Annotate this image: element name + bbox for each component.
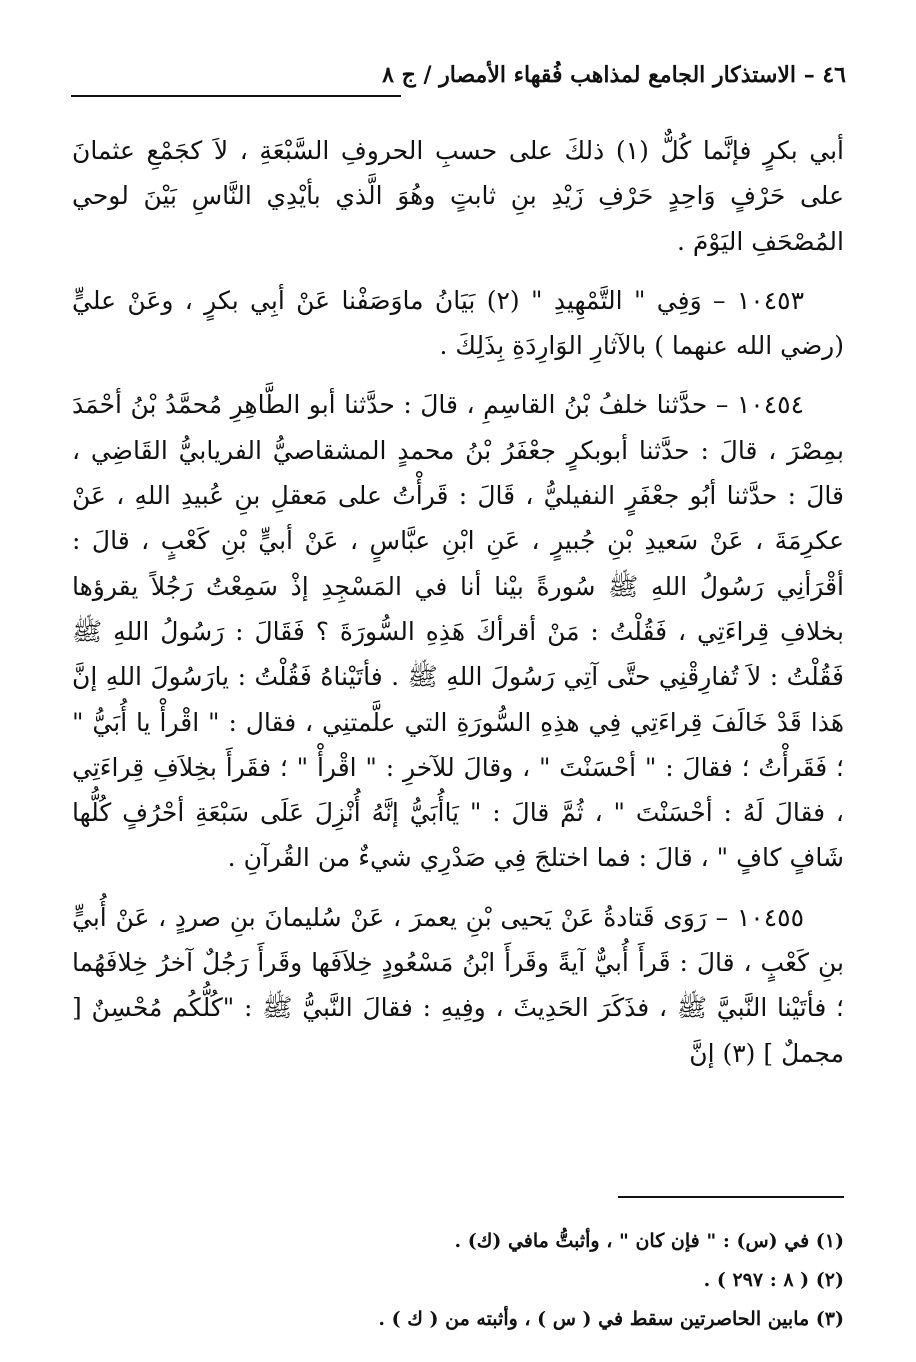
paragraph-continuation: أبي بكرٍ فإنَّما كُلٌّ (١) ذلكَ على حسبِ الحروفِ السَّبْعَةِ ، لاَ كجَمْعِ عثمانَ على حَرْفٍ وَاحِدٍ حَرْفِ زَيْدِ بنِ ثابتٍ وهُوَ الَّذي بأيْدِي النَّاسِ بَيْنَ لوحي المُصْحَفِ اليَوْمَ . [72,136,844,256]
footnote-2: (٢) ( ٨ : ٢٩٧ ) . [703,1269,844,1291]
footnotes [72,1222,844,1339]
footnote-separator [618,1196,844,1198]
body-text [72,128,844,1076]
paragraph-10453: ١٠٤٥٣ – وَفِي " التَّمْهِيدِ " (٢) بَيَانُ ماوَصَفْنا عَنْ أبِي بكرٍ ، وعَنْ عليٍّ (رضي الله عنهما ) بالآثارِ الوَارِدَةِ بِذَلِكَ . [72,285,844,361]
footnote-3: (٣) مابين الحاصرتين سقط في ( س ) ، وأثبته من ( ك ) . [378,1308,844,1330]
header-rule [71,95,401,97]
paragraph-10455: ١٠٤٥٥ – رَوَى قَتادةُ عَنْ يَحيى بْنِ يعمرَ ، عَنْ سُليمانَ بنِ صردٍ ، عَنْ أُبيٍّ بنِ كَعْبٍ ، قالَ : قَرأَ أُبيٌّ آيةً وقَرأَ ابْنُ مَسْعُودٍ خِلاَفَها وقَرأَ رَجُلٌ آخرُ خِلافَهُما ؛ فأتَيْنا النَّبيَّ ﷺ ، فذَكَرَ الحَدِيثَ ، وفِيهِ : فقالَ النَّبيُّ ﷺ : "كُلُّكُم مُحْسِنٌ [ مجملٌ ] (٣) إنَّ [72,902,844,1068]
paragraph-10454: ١٠٤٥٤ – حدَّثنا خلفُ بْنُ القاسِمِ ، قالَ : حدَّثنا أبو الطَّاهِرِ مُحمَّدُ بْنُ أحْمَدَ بمِصْرَ ، قالَ : حدَّثنا أبوبكرٍ جعْفَرُ بْنُ محمدٍ المشقاصيُّ الفريابيُّ القَاضِي ، قالَ : حدَّثنا أبُو جعْفَرٍ النفيليُّ ، قَالَ : قَرأْتُ على مَعقلِ بنِ عُبيدِ اللهِ ، عَنْ عكرِمَةَ ، عَنْ سَعيدِ بْنِ جُبيرٍ ، عَنِ ابْنِ عبَّاسٍ ، عَنْ أبيٍّ بْنِ كَعْبٍ ، قالَ : أقْرَأنِي رَسُولُ اللهِ ﷺ سُورةً بيْنا أنا في المَسْجِدِ إذْ سَمِعْتُ رَجُلاً يقرؤها بخلافِ قِراءَتِي ، فَقُلْتُ : مَنْ أقرأكَ هَذِهِ السُّورَةَ ؟ فَقَالَ : رَسُولُ اللهِ ﷺ فَقُلْتُ : لاَ تُفارِقْنِي حتَّى آتِي رَسُولَ اللهِ ﷺ . فأتَيْناهُ فَقُلْتُ : يارَسُولَ اللهِ إنَّ هَذا قَدْ خَالَفَ قِراءَتِي فِي هذِهِ السُّورَةِ التي علَّمتنِي ، فقال : " اقْرأْ يا أُبَيُّ " ؛ فَقَرأْتُ ؛ فقالَ : " أحْسَنْتَ " ، وقالَ للآخرِ : " اقْرأْ " ؛ فقَرأَ بخِلاَفِ قِراءَتِي ، فقالَ لَهُ : أحْسَنْتَ " ، ثُمَّ قالَ : " يَاأُبَيُّ إنَّهُ أُنْزِلَ عَلَى سَبْعَةِ أحْرُفٍ كُلُّها شَافٍ كافٍ " ، قالَ : فما اختلجَ فِي صَدْرِي شيءٌ من القُرآنِ . [72,390,844,873]
footnote-1: (١) في (س) : " فإن كان " ، وأثبتُّ مافي (ك) . [454,1230,844,1252]
running-header: ٤٦ – الاستذكار الجامع لمذاهب فُقهاء الأمصار / ج ٨ [382,62,846,88]
